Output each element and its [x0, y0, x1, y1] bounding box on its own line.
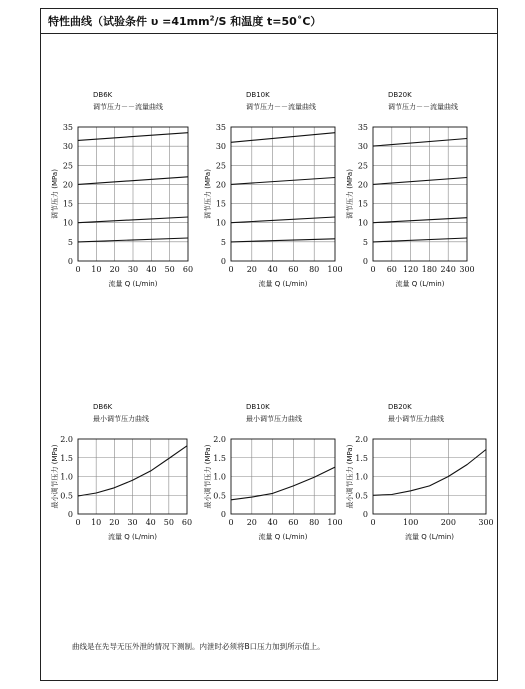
- x-tick-label: 40: [146, 265, 157, 274]
- chart-model-label: DB10K: [246, 403, 270, 411]
- x-tick-label: 40: [145, 518, 156, 527]
- title-unit: /S 和温度 t=50˚C）: [214, 15, 322, 28]
- y-tick-label: 0.5: [60, 491, 73, 501]
- x-axis-label: 流量 Q (L/min): [108, 533, 157, 541]
- x-tick-label: 50: [164, 265, 175, 274]
- x-tick-label: 20: [109, 518, 120, 527]
- y-tick-label: 2.0: [355, 435, 368, 444]
- chart-title: 最小调节压力曲线: [388, 415, 444, 423]
- y-tick-label: 30: [357, 142, 368, 152]
- x-tick-label: 60: [386, 265, 397, 274]
- chart-model-label: DB20K: [388, 403, 412, 411]
- y-tick-label: 1.5: [60, 453, 73, 463]
- chart-title: 调节压力－－流量曲线: [93, 103, 163, 111]
- x-tick-label: 60: [181, 518, 193, 527]
- y-axis-label: 调节压力 (MPa): [204, 169, 212, 219]
- y-axis-label: 最小调节压力 (MPa): [346, 444, 354, 509]
- x-tick-label: 10: [91, 518, 102, 527]
- series-line: [231, 467, 335, 500]
- x-axis-label: 流量 Q (L/min): [395, 280, 445, 288]
- y-tick-label: 1.0: [355, 472, 368, 482]
- y-tick-label: 35: [62, 123, 73, 132]
- x-tick-label: 20: [246, 518, 257, 527]
- y-tick-label: 1.5: [213, 453, 226, 463]
- x-tick-label: 60: [288, 518, 299, 527]
- y-tick-label: 1.0: [60, 472, 73, 482]
- y-tick-label: 1.0: [213, 472, 226, 482]
- x-tick-label: 300: [459, 265, 475, 274]
- y-axis-label: 调节压力 (MPa): [51, 169, 59, 219]
- y-tick-label: 25: [357, 161, 368, 171]
- y-tick-label: 35: [215, 123, 226, 132]
- y-tick-label: 15: [357, 199, 368, 209]
- y-axis-label: 最小调节压力 (MPa): [204, 444, 212, 509]
- x-tick-label: 0: [228, 518, 234, 527]
- y-tick-label: 1.5: [355, 453, 368, 463]
- title-prefix: 特性曲线（试验条件: [48, 15, 147, 28]
- y-tick-label: 20: [62, 180, 73, 190]
- title-superscript: 2: [209, 14, 215, 23]
- y-tick-label: 5: [362, 237, 368, 247]
- series-line: [373, 218, 467, 223]
- y-tick-label: 20: [357, 180, 368, 190]
- chart-title: 最小调节压力曲线: [246, 415, 302, 423]
- series-line: [231, 133, 335, 143]
- chart-model-label: DB20K: [388, 91, 412, 99]
- series-line: [373, 238, 467, 242]
- y-tick-label: 0: [220, 257, 226, 266]
- y-tick-label: 30: [62, 142, 73, 152]
- chart-model-label: DB6K: [93, 91, 113, 99]
- series-line: [231, 239, 335, 242]
- series-line: [373, 450, 486, 496]
- y-tick-label: 5: [220, 237, 226, 247]
- y-tick-label: 25: [62, 161, 73, 171]
- x-tick-label: 180: [421, 265, 438, 274]
- y-tick-label: 5: [67, 237, 73, 247]
- y-tick-label: 20: [215, 180, 226, 190]
- chart-title: 调节压力－－流量曲线: [246, 103, 316, 111]
- series-line: [373, 139, 467, 147]
- y-tick-label: 0: [67, 510, 73, 519]
- x-tick-label: 0: [75, 518, 81, 527]
- y-tick-label: 2.0: [60, 435, 73, 444]
- footnote: 曲线是在先导无压外泄的情况下测制。内泄时必须将B口压力加到所示值上。: [72, 642, 325, 651]
- x-axis-label: 流量 Q (L/min): [108, 280, 158, 288]
- series-line: [373, 178, 467, 185]
- x-tick-label: 20: [246, 265, 257, 274]
- y-tick-label: 0: [362, 510, 368, 519]
- x-tick-label: 40: [267, 518, 278, 527]
- x-tick-label: 30: [127, 265, 139, 274]
- chart-title: 调节压力－－流量曲线: [388, 103, 458, 111]
- chart-model-label: DB6K: [93, 403, 113, 411]
- chart-model-label: DB10K: [246, 91, 270, 99]
- x-tick-label: 10: [91, 265, 102, 274]
- x-tick-label: 0: [370, 518, 376, 527]
- x-tick-label: 40: [267, 265, 278, 274]
- y-axis-label: 调节压力 (MPa): [346, 169, 354, 219]
- y-tick-label: 15: [215, 199, 226, 209]
- y-tick-label: 30: [215, 142, 226, 152]
- y-tick-label: 2.0: [213, 435, 226, 444]
- x-axis-label: 流量 Q (L/min): [258, 280, 308, 288]
- x-tick-label: 100: [327, 518, 343, 527]
- y-tick-label: 10: [62, 218, 73, 228]
- y-tick-label: 10: [215, 218, 226, 228]
- x-tick-label: 100: [403, 518, 419, 527]
- y-tick-label: 0.5: [355, 491, 368, 501]
- series-line: [231, 217, 335, 223]
- x-tick-label: 200: [440, 518, 456, 527]
- series-line: [231, 178, 335, 185]
- x-tick-label: 0: [75, 265, 81, 274]
- y-tick-label: 0: [220, 510, 226, 519]
- x-tick-label: 240: [440, 265, 456, 274]
- y-axis-label: 最小调节压力 (MPa): [51, 444, 59, 509]
- y-tick-label: 15: [62, 199, 73, 209]
- x-tick-label: 80: [309, 518, 320, 527]
- x-axis-label: 流量 Q (L/min): [258, 533, 308, 541]
- x-tick-label: 50: [163, 518, 174, 527]
- title-viscosity: υ =41mm: [150, 15, 210, 28]
- y-tick-label: 10: [357, 218, 368, 228]
- y-tick-label: 0.5: [213, 491, 226, 501]
- y-tick-label: 25: [215, 161, 226, 171]
- x-tick-label: 80: [309, 265, 320, 274]
- x-tick-label: 100: [327, 265, 343, 274]
- x-axis-label: 流量 Q (L/min): [405, 533, 454, 541]
- x-tick-label: 20: [109, 265, 120, 274]
- x-tick-label: 0: [228, 265, 234, 274]
- x-tick-label: 0: [370, 265, 376, 274]
- x-tick-label: 120: [402, 265, 419, 274]
- x-tick-label: 30: [127, 518, 138, 527]
- chart-title: 最小调节压力曲线: [93, 415, 149, 423]
- x-tick-label: 60: [288, 265, 299, 274]
- x-tick-label: 300: [478, 518, 494, 527]
- y-tick-label: 0: [67, 257, 73, 266]
- y-tick-label: 0: [362, 257, 368, 266]
- y-tick-label: 35: [357, 123, 368, 132]
- x-tick-label: 60: [182, 265, 194, 274]
